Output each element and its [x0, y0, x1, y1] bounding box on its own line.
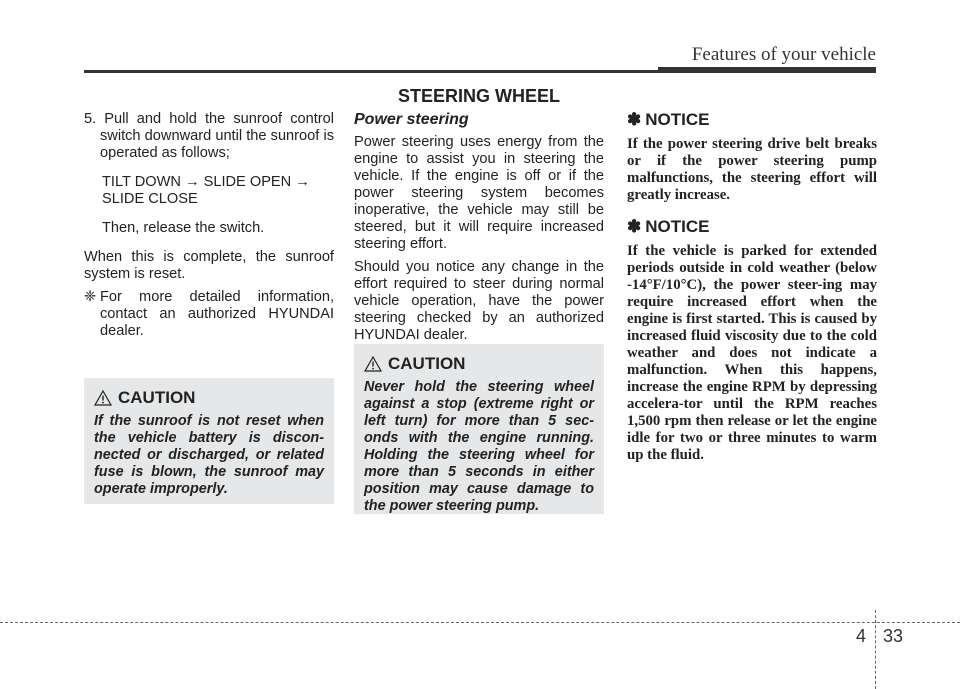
- power-steering-para-1: Power steering uses energy from the engine to assist you in steering the vehicle. If the engine is off or if the power steering system becomes inoperative, the vehicle may still be steered, but it will require increased steering effort.: [354, 134, 604, 252]
- caution-box-steering: [354, 344, 604, 514]
- caution-heading: [94, 388, 324, 408]
- footer-divider: [875, 610, 876, 689]
- header-title: Features of your vehicle: [691, 44, 876, 65]
- reset-text: When this is complete, the sunroof system is reset.: [84, 249, 334, 282]
- notice-heading-text: NOTICE: [645, 110, 710, 129]
- notice-heading-text: NOTICE: [645, 217, 710, 236]
- release-instruction: Then, release the switch.: [102, 220, 265, 236]
- notice-heading-2: [627, 218, 877, 235]
- header-rule-accent: [658, 67, 876, 73]
- section-title: STEERING WHEEL: [397, 86, 560, 106]
- caution-heading-text: CAUTION: [388, 354, 466, 373]
- step-5: 5. Pull and hold the sunroof control switch downward until the sunroof is operated as follows;: [84, 111, 334, 161]
- warning-triangle-icon: [94, 390, 112, 406]
- caution-box-sunroof: [84, 378, 334, 504]
- dealer-note-text: For more detailed information, contact an authorized HYUNDAI dealer.: [100, 289, 334, 339]
- notice-heading-1: [627, 111, 877, 128]
- column-left: [84, 111, 334, 346]
- warning-triangle-icon: [364, 356, 382, 372]
- note-symbol-icon: ❈: [84, 289, 97, 305]
- notice-body-2: If the vehicle is parked for extended periods outside in cold weather (below -14°F/10°C), the power steer-ing may require increased effort when the engine is first started. This is caused by increased fluid viscosity due to the cold weather and does not indicate a malfunction. When this happens, increase the engine RPM by depressing accelera-tor until the RPM reaches 1,500 rpm then release or let the engine idle for two or three minutes to warm up the fluid.: [627, 243, 877, 463]
- notice-star-icon: ✽: [627, 217, 642, 236]
- notice-body-1: If the power steering drive belt breaks or if the power steering pump malfunctions, the steering effort will greatly increase.: [627, 136, 877, 203]
- caution-body: If the sunroof is not reset when the vehicle battery is discon-nected or discharged, or related fuse is blown, the sunroof may operate improperly.: [94, 413, 324, 497]
- column-middle: [354, 111, 604, 350]
- caution-heading-text: CAUTION: [118, 388, 196, 407]
- page-number: 33: [883, 626, 904, 646]
- dealer-note: [84, 289, 334, 340]
- column-right: [627, 111, 877, 478]
- power-steering-heading: Power steering: [354, 111, 469, 128]
- caution-body: Never hold the steering wheel against a stop (extreme right or left turn) for more than 5 sec-onds with the engine running. Holding the steering wheel for more than 5 seconds in either position may cause damage to the power steering pump.: [364, 379, 594, 514]
- footer-rule: [0, 622, 960, 623]
- caution-heading: [364, 354, 594, 374]
- notice-star-icon: ✽: [627, 110, 642, 129]
- power-steering-para-2: Should you notice any change in the effort required to steer during normal vehicle operation, have the power steering checked by an authorized HYUNDAI dealer.: [354, 259, 604, 343]
- sunroof-sequence: TILT DOWN → SLIDE OPEN → SLIDE CLOSE: [102, 174, 310, 207]
- chapter-number: 4: [856, 626, 867, 646]
